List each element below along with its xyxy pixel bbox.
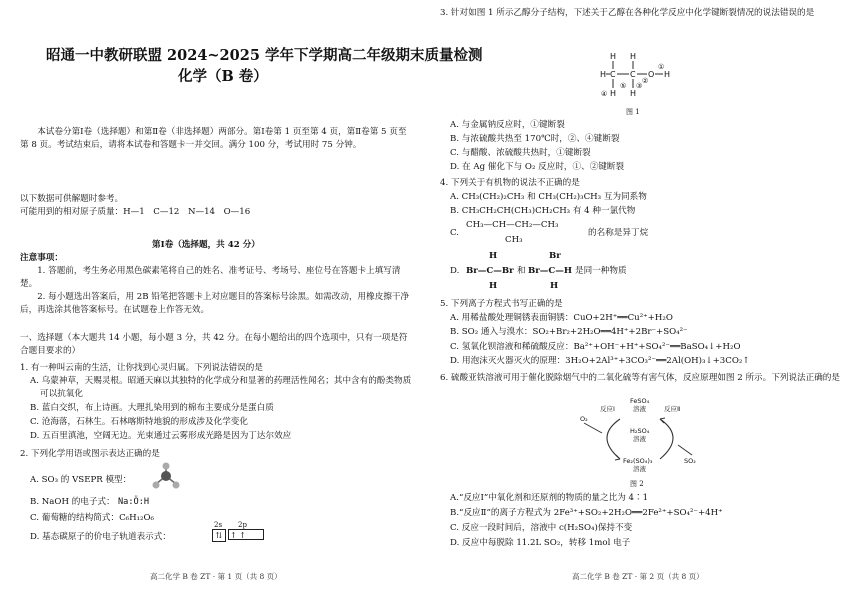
svg-text:H: H (630, 89, 637, 98)
svg-text:溶液: 溶液 (633, 465, 646, 473)
svg-text:⑤: ⑤ (620, 82, 627, 90)
svg-text:H: H (610, 89, 617, 98)
q6-option-a: A.“反应Ⅰ”中氧化剂和还原剂的物质的量之比为 4∶1 (450, 493, 649, 503)
page-2 (430, 0, 840, 592)
q1-stem: 1. 有一种叫云南的生活，让你找到心灵归属。下列说法错误的是 (20, 363, 263, 373)
q4-option-b: B. CH₃CH₂CH(CH₃)CH₂CH₃ 有 4 种一氯代物 (450, 206, 636, 216)
q6-option-c: C. 反应一段时间后，溶液中 c(H₂SO₄)保持不变 (450, 523, 633, 533)
q4-d-and: 和 (517, 266, 526, 276)
q4-c-main-chain: CH₃—CH—CH₂—CH₃ (466, 220, 559, 230)
q4-d-left-formula: Br—C—Br (466, 266, 514, 276)
q6-stem: 6. 硫酸亚铁溶液可用于催化脱除烟气中的二氧化硫等有害气体，反应原理如图 2 所示。下列说法正确的是 (440, 373, 840, 383)
orbital-2p-box: ↑ ↑ (228, 529, 264, 540)
svg-text:②: ② (642, 77, 649, 85)
q5-option-c: C. 氢氧化钡溶液和稀硫酸反应：Ba²⁺+OH⁻+H⁺+SO₄²⁻══BaSO₄↓+H₂O (450, 342, 741, 352)
q5-stem: 5. 下列离子方程式书写正确的是 (440, 299, 563, 309)
q3-option-d: D. 在 Ag 催化下与 O₂ 反应时，①、②键断裂 (450, 162, 625, 172)
svg-text:H: H (600, 70, 607, 79)
q2-option-d: D. 基态碳原子的价电子轨道表示式： (30, 532, 171, 542)
orbital-2p-label: 2p (238, 521, 247, 529)
notice-title: 注意事项： (20, 253, 63, 263)
naoh-electron-formula: Na:Ö:H (118, 497, 150, 507)
q2-option-b: B. NaOH 的电子式： (30, 497, 115, 507)
q4-d-right-bottom: H (550, 281, 559, 291)
svg-text:H: H (664, 70, 671, 79)
svg-text:④: ④ (601, 90, 608, 98)
q4-option-a: A. CH₃(CH₂)₂CH₃ 和 CH₃(CH₂)₃CH₃ 互为同系物 (450, 192, 647, 202)
q4-d-right-top: Br (549, 251, 561, 261)
svg-text:反应Ⅰ: 反应Ⅰ (600, 405, 615, 413)
exam-subtitle: 化学（B 卷） (178, 68, 268, 85)
q3-option-c: C. 与醋酸、浓硫酸共热时，①键断裂 (450, 148, 591, 158)
vsepr-model-icon (148, 462, 184, 492)
q4-option-c-label: C. (450, 228, 460, 238)
catalytic-cycle-figure (580, 397, 700, 479)
svg-text:①: ① (658, 63, 665, 71)
q4-d-suffix: 是同一种物质 (575, 266, 627, 276)
section-1-title: 第Ⅰ卷（选择题，共 42 分） (152, 240, 260, 250)
svg-text:③: ③ (636, 82, 643, 90)
q4-d-right-formula: Br—C—H (528, 266, 572, 276)
svg-text:H: H (630, 52, 637, 61)
svg-text:O₂: O₂ (580, 415, 588, 423)
q4-c-suffix: 的名称是异丁烷 (588, 228, 649, 238)
q6-option-d: D. 反应中每脱除 11.2L SO₂，转移 1mol 电子 (450, 538, 631, 548)
part-1-heading: 一、选择题（本大题共 14 小题，每小题 3 分，共 42 分。在每小题给出的四个选项中，只有一项是符合题目要求的） (20, 333, 408, 356)
data-note: 以下数据可供解题时参考。 (20, 194, 124, 204)
q4-stem: 4. 下列关于有机物的说法不正确的是 (440, 178, 580, 188)
svg-text:FeSO₄: FeSO₄ (630, 397, 650, 405)
q3-option-a: A. 与金属钠反应时，①键断裂 (450, 120, 565, 130)
q2-option-c: C. 葡萄糖的结构简式：C₆H₁₂O₆ (30, 513, 154, 523)
footer-page-1: 高二化学 B 卷 ZT · 第 1 页（共 8 页） (150, 572, 282, 581)
svg-text:H₂SO₄: H₂SO₄ (630, 427, 650, 435)
figure-1-caption: 图 1 (626, 108, 640, 116)
footer-page-2: 高二化学 B 卷 ZT · 第 2 页（共 8 页） (572, 572, 704, 581)
svg-text:溶液: 溶液 (633, 435, 646, 443)
q5-option-b: B. SO₂ 通入与溴水：SO₂+Br₂+2H₂O══4H⁺+2Br⁻+SO₄²⁻ (450, 327, 688, 337)
notice-1: 1. 答题前，考生务必用黑色碳素笔将自己的姓名、准考证号、考场号、座位号在答题卡上填写清楚。 (20, 266, 401, 289)
svg-text:Fe₂(SO₄)₃: Fe₂(SO₄)₃ (623, 457, 653, 465)
q6-option-b: B.“反应Ⅱ”的离子方程式为 2Fe³⁺+SO₂+2H₂O══2Fe²⁺+SO₄²⁻+4H⁺ (450, 508, 723, 518)
ethanol-structure-figure (598, 50, 678, 108)
q5-option-a: A. 用稀盐酸处理铜锈表面铜锈：CuO+2H⁺══Cu²⁺+H₂O (450, 313, 673, 323)
q4-d-left-bottom: H (489, 281, 498, 291)
q1-option-d: D. 五百里滇池，空阔无边。光束通过云雾形成光路是因为丁达尔效应 (30, 431, 292, 441)
orbital-2s-label: 2s (214, 521, 223, 529)
svg-text:反应Ⅱ: 反应Ⅱ (664, 405, 681, 413)
q3-option-b: B. 与浓硫酸共热至 170℃时，②、④键断裂 (450, 134, 620, 144)
figure-2-caption: 图 2 (630, 480, 644, 488)
q4-c-branch: CH₃ (505, 235, 523, 245)
exam-title: 昭通一中教研联盟 2024~2025 学年下学期高二年级期末质量检测 (46, 47, 483, 64)
orbital-2s-box: ⇅ (212, 529, 226, 542)
q2-stem: 2. 下列化学用语或图示表达正确的是 (20, 449, 160, 459)
atomic-mass-line: 可能用到的相对原子质量：H—1 C—12 N—14 O—16 (20, 207, 251, 217)
svg-text:SO₂: SO₂ (684, 457, 696, 465)
q1-option-b: B. 蓝白交织，布上诗画。大理扎染用到的棉布主要成分是蛋白质 (30, 403, 274, 413)
svg-text:H: H (610, 52, 617, 61)
intro-paragraph: 本试卷分第Ⅰ卷（选择题）和第Ⅱ卷（非选择题）两部分。第Ⅰ卷第 1 页至第 4 页，第Ⅱ卷第 5 页至第 8 页。考试结束后，请将本试卷和答题卡一并交回。满分 100 分，考试用时 75 分钟。 (20, 127, 407, 150)
svg-text:C: C (610, 70, 616, 79)
svg-text:C: C (630, 70, 636, 79)
notice-2: 2. 每小题选出答案后，用 2B 铅笔把答题卡上对应题目的答案标号涂黑。如需改动，用橡皮擦干净后，再选涂其他答案标号。在试题卷上作答无效。 (20, 292, 410, 315)
q4-option-d-label: D. (450, 266, 460, 276)
svg-text:溶液: 溶液 (633, 405, 646, 413)
q1-option-a: A. 乌蒙神草，天赐灵根。昭通天麻以其独特的化学成分和显著的药理活性闻名；其中含有的酚类物质可以抗氧化 (30, 376, 412, 399)
q4-d-left-top: H (489, 251, 498, 261)
svg-text:O: O (648, 70, 655, 79)
q5-option-d: D. 用泡沫灭火器灭火的原理：3H₂O+2Al³⁺+3CO₃²⁻══2Al(OH)₃↓+3CO₂↑ (450, 356, 750, 366)
q1-option-c: C. 沧海落，石林生。石林喀斯特地貌的形成涉及化学变化 (30, 417, 248, 427)
q3-stem: 3. 针对如图 1 所示乙醇分子结构，下述关于乙醇在各种化学反应中化学键断裂情况的说法错误的是 (440, 8, 815, 18)
q2-option-a: A. SO₃ 的 VSEPR 模型： (30, 475, 132, 485)
